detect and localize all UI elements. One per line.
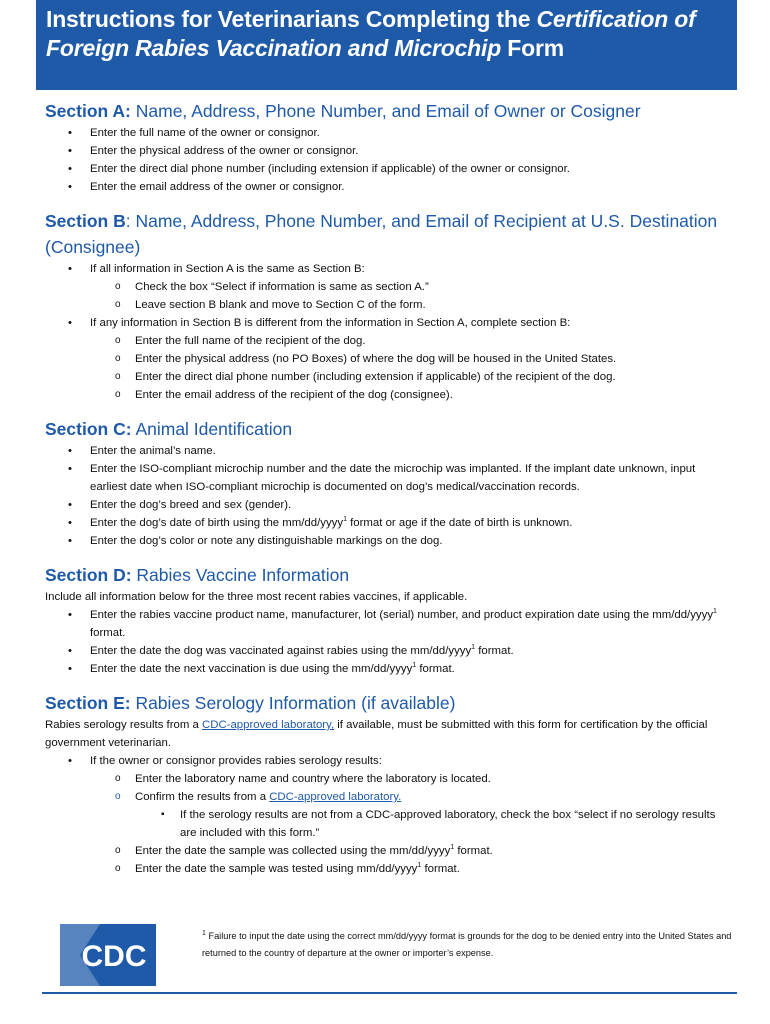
section-b-sublist-1 [90, 278, 735, 314]
list-item: • Enter the dog’s date of birth using the mm/dd/yyyy$^1$ format or age if the date of birth is unknown. [45, 514, 735, 532]
section-a-list [45, 124, 735, 196]
list-item: o Enter the date the sample was tested using mm/dd/yyyy$^1$ format. [90, 860, 735, 878]
cdc-logo-text: CDC [81, 940, 147, 973]
section-a-title: Section A: Name, Address, Phone Number, and Email of Owner or Cosigner [45, 101, 641, 121]
list-item: • Enter the date the next vaccination is due using the mm/dd/yyyy$^1$ format. [45, 660, 735, 678]
instructions-content [45, 98, 735, 890]
cdc-approved-laboratory-link[interactable]: CDC-approved laboratory, [202, 719, 335, 731]
list-item: • If the owner or consignor provides rabies serology results: o Enter the laboratory name and country where the laboratory is located. o Confirm the results from a CDC-approved laboratory. ▪ If the serology results are not from a CDC-approved laboratory, check the box “select if no serology results are included with this form.” o Enter the date the sample was collected using the mm/dd/yyyy$^1$ format. o Enter the date the sample was tested using mm/dd/yyyy$^1$ format. [45, 752, 735, 878]
section-d-title: Section D: Rabies Vaccine Information [45, 565, 350, 585]
list-item: • Enter the ISO-compliant microchip number and the date the microchip was implanted. If the implant date unknown, input earliest date when ISO-compliant microchip is documented on dog’s medical/vaccination records. [45, 460, 735, 496]
section-e-intro: Rabies serology results from a CDC-approved laboratory, if available, must be submitted with this form for certification by the official government veterinarian. [45, 719, 708, 749]
section-c [45, 416, 735, 550]
cdc-logo [60, 924, 156, 986]
list-item: • Enter the date the dog was vaccinated against rabies using the mm/dd/yyyy$^1$ format. [45, 642, 735, 660]
list-item: • If all information in Section A is the same as Section B: o Check the box “Select if information is same as section A.” o Leave section B blank and move to Section C of the form. [45, 260, 735, 314]
list-item: o Enter the email address of the recipient of the dog (consignee). [90, 386, 735, 404]
section-b-list [45, 260, 735, 404]
list-item: • Enter the email address of the owner or consignor. [45, 178, 735, 196]
list-item: o Leave section B blank and move to Section C of the form. [90, 296, 735, 314]
list-item: o Enter the laboratory name and country where the laboratory is located. [90, 770, 735, 788]
section-c-title: Section C: Animal Identification [45, 419, 293, 439]
section-b-title: Section B: Name, Address, Phone Number, and Email of Recipient at U.S. Destination (Consignee) [45, 211, 718, 257]
page-footer [42, 912, 737, 994]
list-item: ▪ If the serology results are not from a CDC-approved laboratory, check the box “select if no serology results are included with this form.” [135, 806, 735, 842]
section-e-sublist [90, 770, 735, 878]
section-e-subsublist [135, 806, 735, 842]
cdc-approved-laboratory-link-2[interactable]: CDC-approved laboratory. [269, 791, 402, 803]
list-item: • Enter the direct dial phone number (including extension if applicable) of the owner or consignor. [45, 160, 735, 178]
section-e-list [45, 752, 735, 878]
title-banner [36, 0, 737, 90]
page-title: Instructions for Veterinarians Completing the Certification of Foreign Rabies Vaccination and Microchip Form [46, 6, 696, 61]
section-d [45, 562, 735, 678]
list-item: • Enter the dog’s breed and sex (gender). [45, 496, 735, 514]
section-d-intro: Include all information below for the three most recent rabies vaccines, if applicable. [45, 591, 468, 603]
footnote: $^1$ Failure to input the date using the correct mm/dd/yyyy format is grounds for the dog to be denied entry into the United States and returned to the country of departure at the owner or importer’s expense. [202, 929, 732, 958]
list-item: • Enter the animal’s name. [45, 442, 735, 460]
list-item: • Enter the physical address of the owner or consignor. [45, 142, 735, 160]
section-c-list [45, 442, 735, 550]
section-b [45, 208, 735, 404]
section-a [45, 98, 735, 196]
list-item: o Enter the physical address (no PO Boxes) of where the dog will be housed in the United States. [90, 350, 735, 368]
list-item: o Enter the direct dial phone number (including extension if applicable) of the recipient of the dog. [90, 368, 735, 386]
list-item: • Enter the rabies vaccine product name, manufacturer, lot (serial) number, and product expiration date using the mm/dd/yyyy$^1$ format. [45, 606, 735, 642]
section-d-list [45, 606, 735, 678]
section-b-sublist-2 [90, 332, 735, 404]
list-item: o Check the box “Select if information is same as section A.” [90, 278, 735, 296]
list-item: • If any information in Section B is different from the information in Section A, complete section B: o Enter the full name of the recipient of the dog. o Enter the physical address (no PO Boxes) of where the dog will be housed in the United States. o Enter the direct dial phone number (including extension if applicable) of the recipient of the dog. o Enter the email address of the recipient of the dog (consignee). [45, 314, 735, 404]
list-item: o Enter the full name of the recipient of the dog. [90, 332, 735, 350]
list-item: • Enter the dog’s color or note any distinguishable markings on the dog. [45, 532, 735, 550]
list-item: o Confirm the results from a CDC-approved laboratory. ▪ If the serology results are not from a CDC-approved laboratory, check the box “select if no serology results are included with this form.” [90, 788, 735, 842]
section-e [45, 690, 735, 878]
list-item: • Enter the full name of the owner or consignor. [45, 124, 735, 142]
list-item: o Enter the date the sample was collected using the mm/dd/yyyy$^1$ format. [90, 842, 735, 860]
section-e-title: Section E: Rabies Serology Information (if available) [45, 693, 456, 713]
